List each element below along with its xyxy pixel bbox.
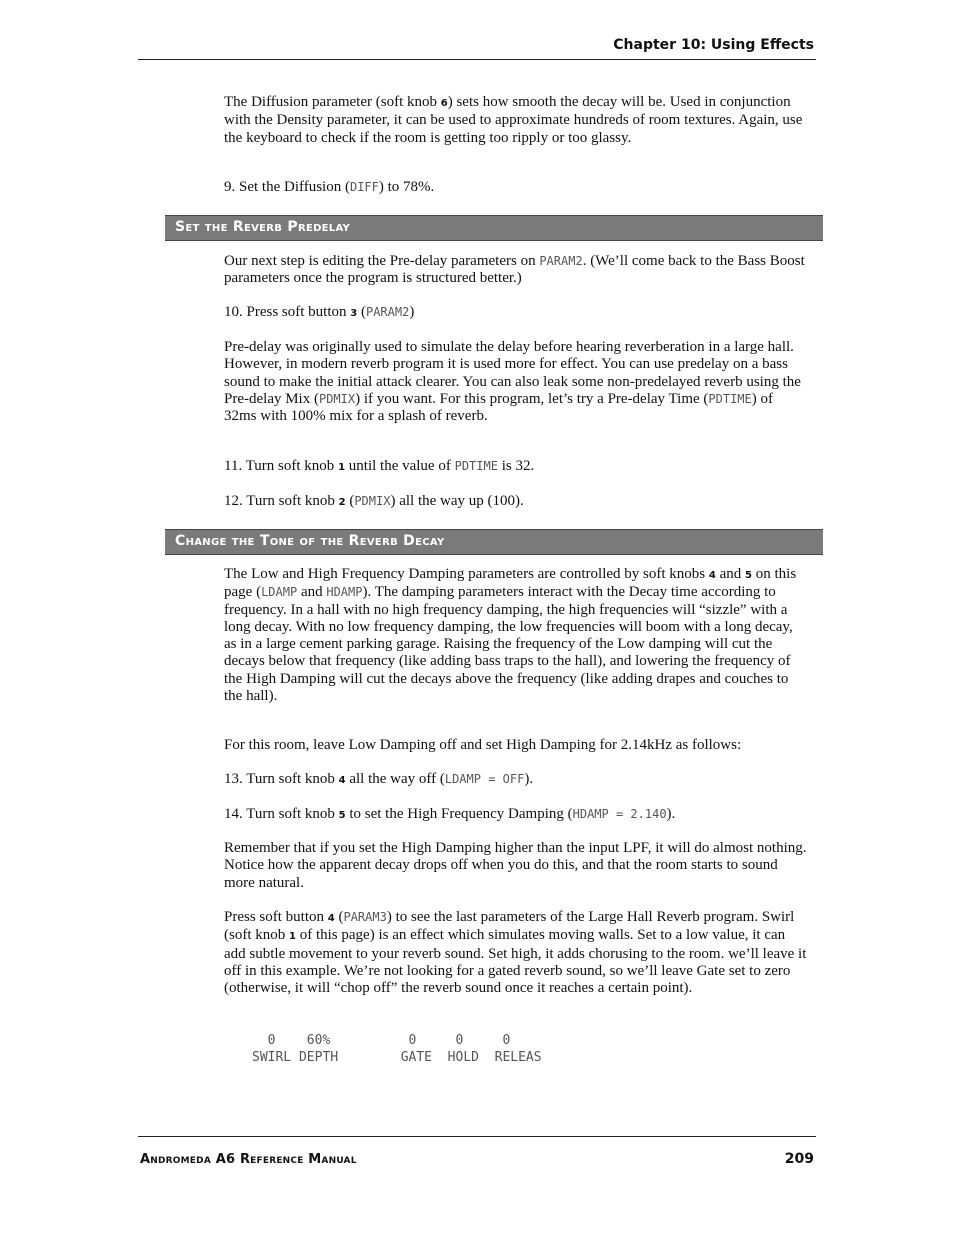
knob-ref: 6 <box>440 98 448 109</box>
chapter-header: Chapter 10: Using Effects <box>613 37 814 53</box>
room-damping-paragraph: For this room, leave Low Damping off and set High Damping for 2.14kHz as follows: <box>224 737 742 753</box>
step-9: 9. Set the Diffusion (DIFF) to 78%. <box>224 179 435 195</box>
param3-paragraph: Press soft button 4 (PARAM3) to see the last parameters of the Large Hall Reverb program. Swirl (soft knob 1 of this page) is an effect which simulates moving walls. Set to a low value, it can add subtle movement to your reverb sound. Set high, it adds chorusing to the room. we’ll leave it off in this example. We’re not looking for a gated reverb sound, so we’ll leave Gate set to zero (otherwise, it will “chop off” the reverb sound once it reaches a certain point). <box>224 909 807 997</box>
step-14: 14. Turn soft knob 5 to set the High Frequency Damping (HDAMP = 2.140). <box>224 806 676 822</box>
step-13: 13. Turn soft knob 4 all the way off (LDAMP = OFF). <box>224 771 534 787</box>
step-11: 11. Turn soft knob 1 until the value of PDTIME is 32. <box>224 458 535 474</box>
damping-paragraph: The Low and High Frequency Damping parameters are controlled by soft knobs 4 and 5 on this page (LDAMP and HDAMP). The damping parameters interact with the Decay time according to frequency. In a hall with no high frequency damping, the high frequencies will “sizzle” with a long decay. With no low frequency damping, the low frequencies will boom with a long decay, as in a large cement parking garage. Raising the frequency of the Low damping will cut the decays below that frequency (like adding bass traps to the hall), and lowering the frequency of the High Damping will cut the decays above the frequency (like adding drapes and couches to the hall). <box>224 566 797 705</box>
manual-title: Andromeda A6 Reference Manual <box>140 1152 357 1167</box>
lcd-labels-row: SWIRL DEPTH GATE HOLD RELEAS <box>252 1050 542 1065</box>
lcd-display <box>252 1032 542 1066</box>
param-code: DIFF <box>349 180 379 194</box>
high-damping-note-paragraph: Remember that if you set the High Damping higher than the input LPF, it will do almost nothing. Notice how the apparent decay drops off when you do this, and that the room starts to sound more natural. <box>224 840 807 891</box>
section-heading-tone: Change the Tone of the Reverb Decay <box>165 529 823 555</box>
predelay-explanation-paragraph: Pre-delay was originally used to simulate the delay before hearing reverberation in a large hall. However, in modern reverb program it is used more for effect. You can use predelay on a bass sound to make the initial attack clearer. You can also leak some non-predelayed reverb using the Pre-delay Mix (PDMIX) if you want. For this program, let’s try a Pre-delay Time (PDTIME) of 32ms with 100% mix for a splash of reverb. <box>224 339 801 425</box>
step-10: 10. Press soft button 3 (PARAM2) <box>224 304 415 320</box>
page-number: 209 <box>784 1151 814 1167</box>
header-rule <box>138 59 816 60</box>
footer-rule <box>138 1136 816 1137</box>
diffusion-paragraph: The Diffusion parameter (soft knob 6) sets how smooth the decay will be. Used in conjunction with the Density parameter, it can be used to approximate hundreds of room textures. Again, use the keyboard to check if the room is getting too ripply or too glassy. <box>224 94 803 146</box>
predelay-intro-paragraph: Our next step is editing the Pre-delay parameters on PARAM2. (We’ll come back to the Bass Boost parameters once the program is structured better.) <box>224 253 805 287</box>
lcd-values-row: 0 60% 0 0 0 <box>252 1033 511 1048</box>
section-heading-predelay: Set the Reverb Predelay <box>165 215 823 241</box>
step-12: 12. Turn soft knob 2 (PDMIX) all the way up (100). <box>224 493 524 509</box>
